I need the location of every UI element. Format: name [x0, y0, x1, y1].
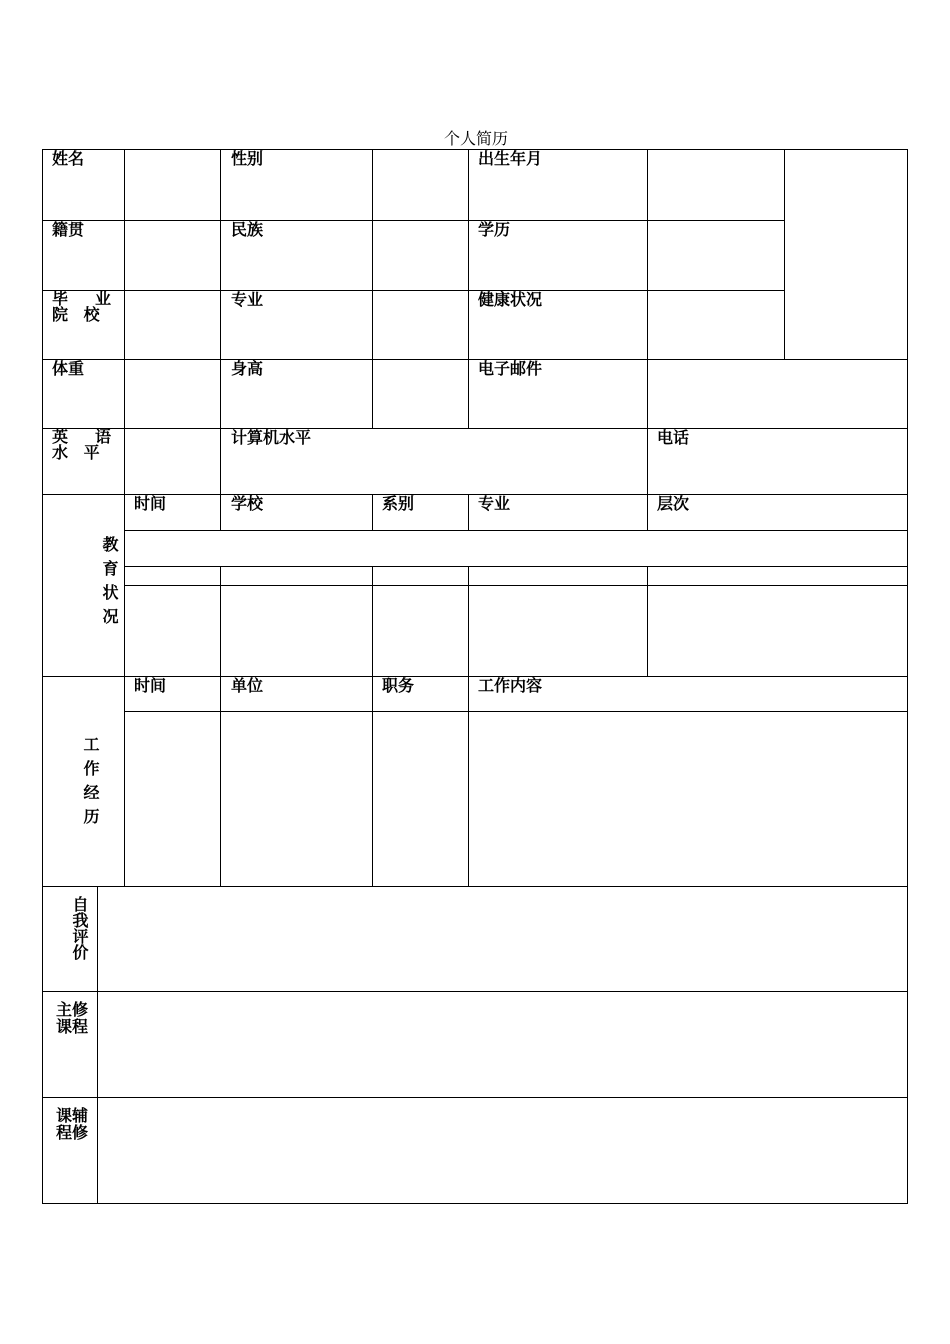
edu-row-2[interactable]	[125, 567, 907, 585]
weight-label: 体重	[52, 359, 85, 378]
col-divider	[372, 494, 373, 530]
col-divider	[468, 149, 469, 428]
gender-field[interactable]	[373, 150, 468, 220]
work-section-label: 工作经历	[81, 736, 100, 832]
computer-field[interactable]	[373, 429, 647, 494]
health-label: 健康状况	[478, 290, 543, 309]
edu-row-3[interactable]	[125, 586, 907, 676]
self-eval-field[interactable]	[98, 887, 907, 991]
main-courses-label: 主修课程	[55, 1000, 88, 1036]
english-field[interactable]	[125, 429, 220, 494]
photo-area[interactable]	[785, 150, 907, 359]
phone-field[interactable]	[695, 429, 907, 494]
ethnicity-label: 民族	[231, 220, 264, 239]
height-field[interactable]	[373, 360, 468, 428]
education-level-label: 学历	[478, 220, 511, 239]
col-divider	[468, 494, 469, 530]
birth-label: 出生年月	[478, 149, 543, 168]
english-label: 英 语 水 平	[52, 427, 116, 462]
page-title: 个人简历	[443, 129, 508, 148]
col-divider	[220, 149, 221, 494]
work-header-position: 职务	[382, 676, 415, 695]
major-field[interactable]	[373, 291, 468, 359]
edu-header-level: 层次	[657, 494, 690, 513]
computer-label: 计算机水平	[231, 428, 312, 447]
email-field[interactable]	[648, 360, 907, 428]
email-label: 电子邮件	[478, 359, 543, 378]
gender-label: 性别	[231, 149, 264, 168]
work-row-1[interactable]	[125, 712, 907, 886]
work-header-unit: 单位	[231, 676, 264, 695]
self-eval-label: 自我评价	[70, 896, 89, 960]
native-place-label: 籍贯	[52, 220, 85, 239]
minor-courses-label: 课辅程修	[55, 1106, 88, 1142]
edu-header-time: 时间	[134, 494, 167, 513]
education-section-label: 教育状况	[100, 536, 119, 632]
native-place-field[interactable]	[125, 221, 220, 290]
work-header-time: 时间	[134, 676, 167, 695]
education-level-field[interactable]	[648, 221, 784, 290]
school-field[interactable]	[125, 291, 220, 359]
ethnicity-field[interactable]	[373, 221, 468, 290]
school-label: 毕 业 院 校	[52, 289, 116, 324]
table-bottom-border	[42, 1203, 908, 1204]
edu-row-1[interactable]	[125, 531, 907, 566]
edu-header-major: 专业	[478, 494, 511, 513]
height-label: 身高	[231, 359, 264, 378]
minor-courses-field[interactable]	[98, 1098, 907, 1203]
major-label: 专业	[231, 290, 264, 309]
col-divider	[220, 494, 221, 530]
row-divider	[42, 676, 908, 677]
col-divider	[647, 494, 648, 530]
main-courses-field[interactable]	[98, 992, 907, 1097]
phone-label: 电话	[657, 428, 690, 447]
weight-field[interactable]	[125, 360, 220, 428]
edu-header-school: 学校	[231, 494, 264, 513]
birth-field[interactable]	[648, 150, 784, 220]
name-field[interactable]	[125, 150, 220, 220]
edu-header-department: 系别	[382, 494, 415, 513]
row-divider	[42, 494, 908, 495]
name-label: 姓名	[52, 149, 85, 168]
health-field[interactable]	[648, 291, 784, 359]
work-header-content: 工作内容	[478, 676, 543, 695]
